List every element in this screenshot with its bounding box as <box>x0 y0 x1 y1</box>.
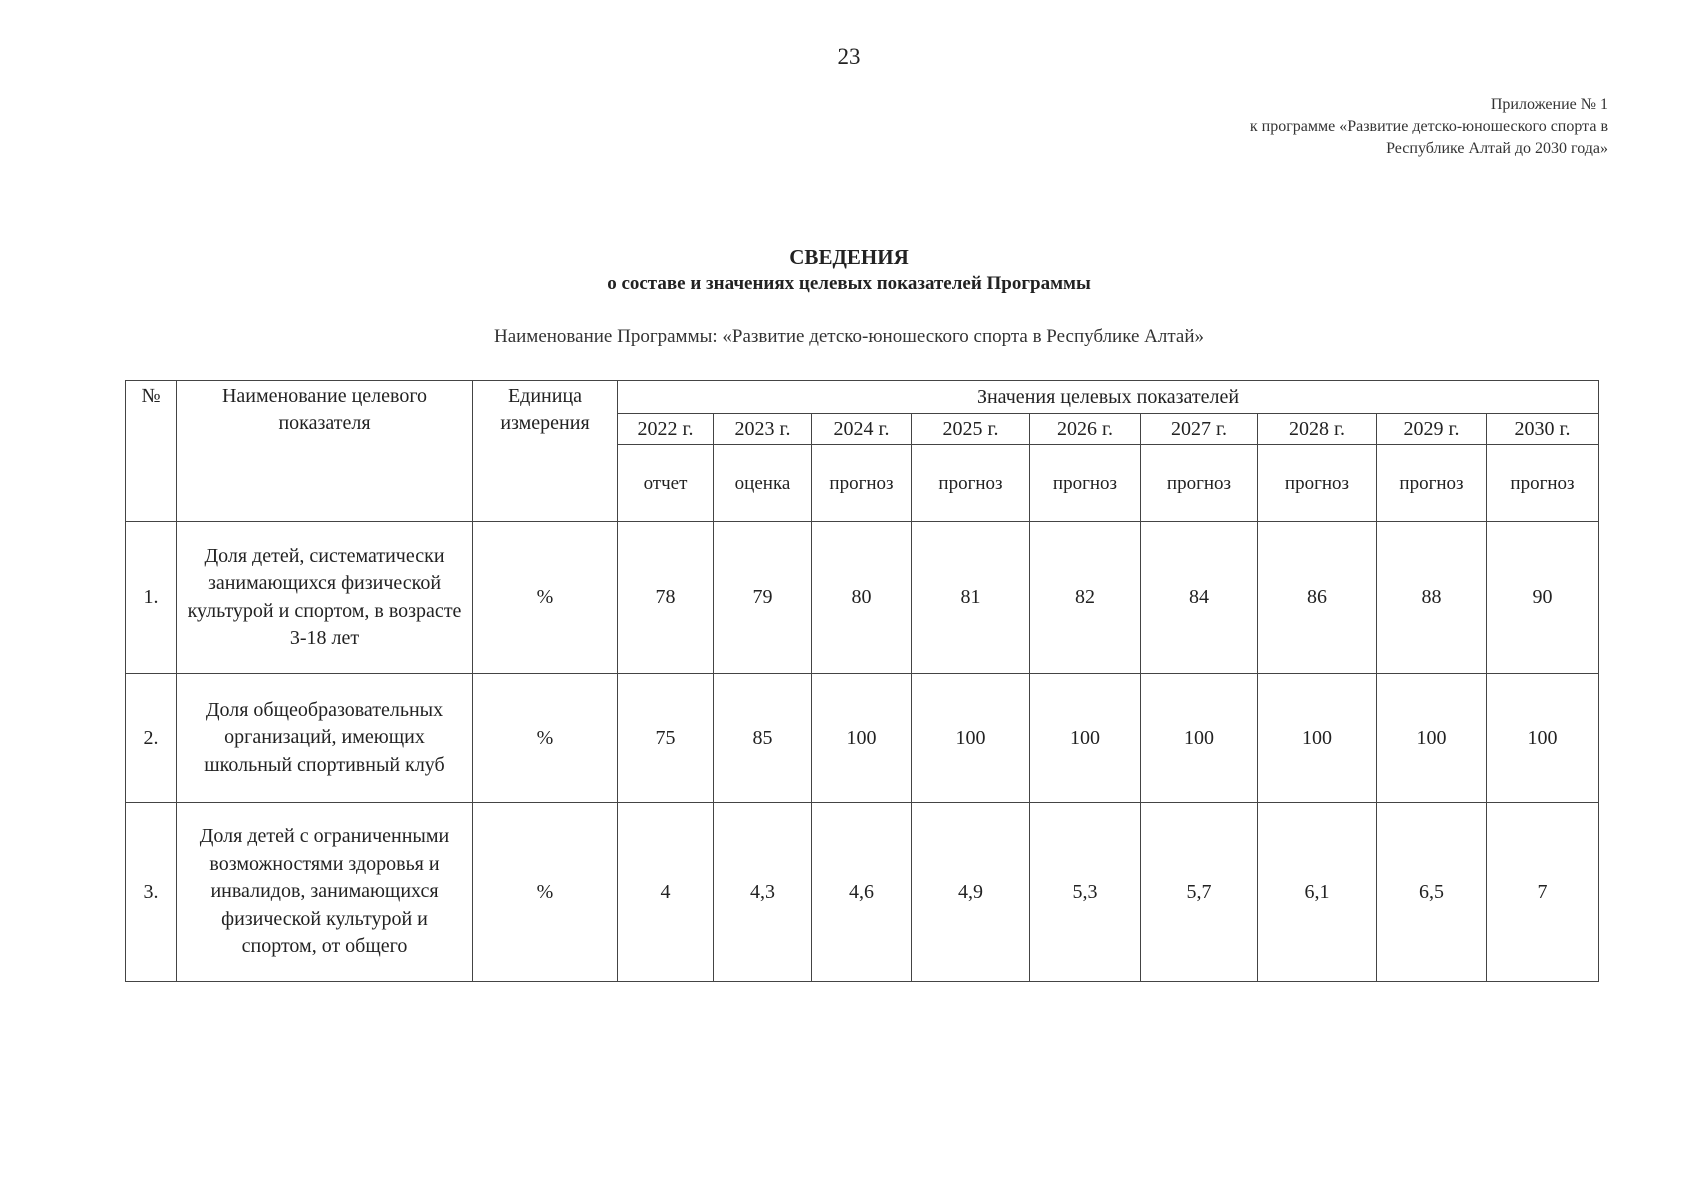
value-cell: 86 <box>1258 522 1377 674</box>
header-status: прогноз <box>1487 445 1599 522</box>
header-year: 2028 г. <box>1258 414 1377 445</box>
row-number: 3. <box>126 803 177 982</box>
header-year: 2030 г. <box>1487 414 1599 445</box>
value-cell: 4 <box>618 803 714 982</box>
table-row <box>126 803 1599 982</box>
header-status: прогноз <box>1141 445 1258 522</box>
header-status: отчет <box>618 445 714 522</box>
appendix-line-1: Приложение № 1 <box>1490 96 1608 113</box>
value-cell: 6,5 <box>1377 803 1487 982</box>
header-unit: Единица измерения <box>473 381 618 522</box>
value-cell: 4,6 <box>812 803 912 982</box>
value-cell: 85 <box>714 674 812 803</box>
document-title <box>0 243 1698 297</box>
unit-cell: % <box>473 522 618 674</box>
indicator-name: Доля детей, систематически занимающихся физической культурой и спортом, в возрасте 3-18 лет <box>177 522 473 674</box>
page-number: 23 <box>837 44 861 69</box>
value-cell: 100 <box>912 674 1030 803</box>
header-num: № <box>126 381 177 522</box>
value-cell: 100 <box>812 674 912 803</box>
header-year: 2022 г. <box>618 414 714 445</box>
value-cell: 100 <box>1377 674 1487 803</box>
value-cell: 100 <box>1487 674 1599 803</box>
value-cell: 78 <box>618 522 714 674</box>
value-cell: 7 <box>1487 803 1599 982</box>
header-year: 2026 г. <box>1030 414 1141 445</box>
unit-cell: % <box>473 674 618 803</box>
header-status: прогноз <box>1258 445 1377 522</box>
value-cell: 100 <box>1030 674 1141 803</box>
value-cell: 75 <box>618 674 714 803</box>
header-status: прогноз <box>1030 445 1141 522</box>
header-year: 2023 г. <box>714 414 812 445</box>
value-cell: 5,7 <box>1141 803 1258 982</box>
value-cell: 4,3 <box>714 803 812 982</box>
header-status: прогноз <box>1377 445 1487 522</box>
value-cell: 79 <box>714 522 812 674</box>
row-number: 2. <box>126 674 177 803</box>
appendix-line-2: к программе «Развитие детско-юношеского спорта в <box>1249 118 1608 135</box>
program-name: Наименование Программы: «Развитие детско-юношеского спорта в Республике Алтай» <box>493 326 1205 347</box>
header-year: 2027 г. <box>1141 414 1258 445</box>
header-status: прогноз <box>812 445 912 522</box>
value-cell: 90 <box>1487 522 1599 674</box>
value-cell: 100 <box>1141 674 1258 803</box>
indicators-table <box>125 380 1599 982</box>
value-cell: 82 <box>1030 522 1141 674</box>
value-cell: 81 <box>912 522 1030 674</box>
table-row <box>126 522 1599 674</box>
title-main: СВЕДЕНИЯ <box>789 245 909 269</box>
header-status: прогноз <box>912 445 1030 522</box>
indicator-name: Доля детей с ограниченными возможностями здоровья и инвалидов, занимающихся физической культурой и спортом, от общего <box>177 803 473 982</box>
value-cell: 6,1 <box>1258 803 1377 982</box>
appendix-note <box>1250 94 1608 160</box>
header-year: 2029 г. <box>1377 414 1487 445</box>
indicator-name: Доля общеобразовательных организаций, имеющих школьный спортивный клуб <box>177 674 473 803</box>
header-row-group <box>126 381 1599 414</box>
title-subtitle: о составе и значениях целевых показателей Программы <box>607 273 1091 294</box>
value-cell: 5,3 <box>1030 803 1141 982</box>
header-year: 2025 г. <box>912 414 1030 445</box>
header-status: оценка <box>714 445 812 522</box>
header-values-group: Значения целевых показателей <box>618 381 1599 414</box>
row-number: 1. <box>126 522 177 674</box>
table-row <box>126 674 1599 803</box>
indicators-table-wrapper <box>125 380 1599 982</box>
value-cell: 100 <box>1258 674 1377 803</box>
value-cell: 80 <box>812 522 912 674</box>
header-indicator-name: Наименование целевого показателя <box>177 381 473 522</box>
value-cell: 88 <box>1377 522 1487 674</box>
unit-cell: % <box>473 803 618 982</box>
value-cell: 84 <box>1141 522 1258 674</box>
value-cell: 4,9 <box>912 803 1030 982</box>
appendix-line-3: Республике Алтай до 2030 года» <box>1386 140 1608 157</box>
header-year: 2024 г. <box>812 414 912 445</box>
